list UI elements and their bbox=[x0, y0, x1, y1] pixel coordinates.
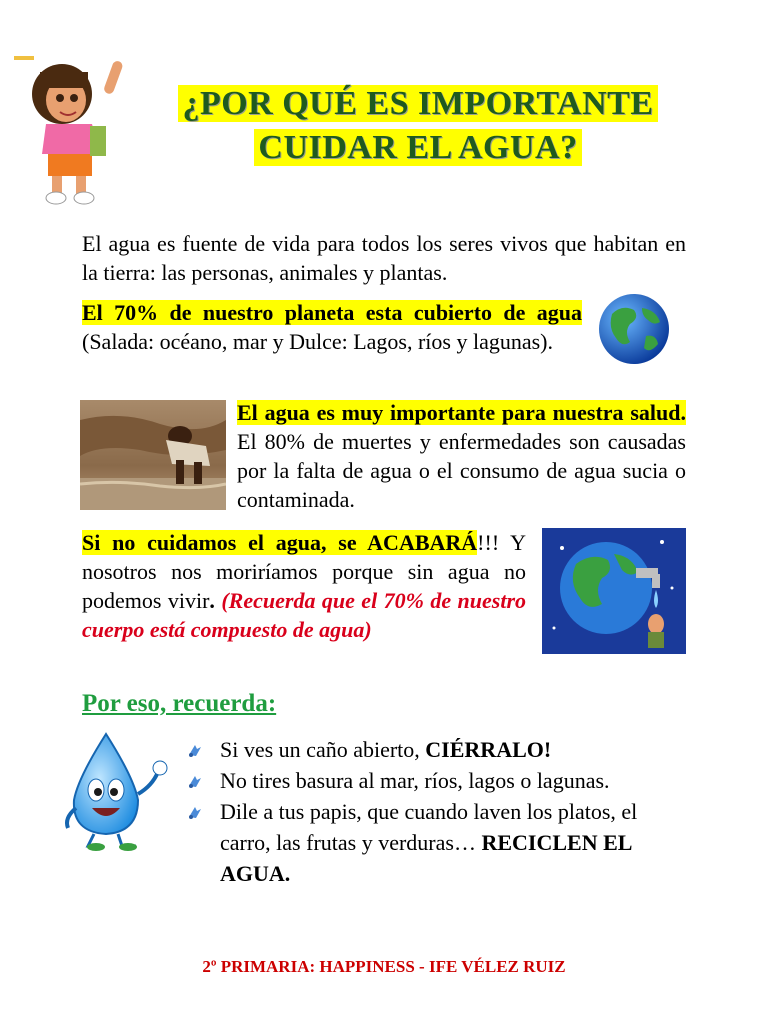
tips-list bbox=[186, 734, 686, 889]
warning-period: . bbox=[209, 588, 222, 613]
water-drop-mascot-icon bbox=[58, 728, 174, 852]
tip-text: Dile a tus papis, que cuando laven los platos, el carro, las frutas y verduras… bbox=[220, 799, 638, 855]
list-item bbox=[186, 734, 686, 765]
warning-paragraph bbox=[82, 528, 526, 644]
tip-text: No tires basura al mar, ríos, lagos o lagunas. bbox=[220, 768, 610, 793]
bullet-icon bbox=[186, 741, 204, 759]
planet-paragraph bbox=[82, 298, 582, 356]
tip-text: Si ves un caño abierto, bbox=[220, 737, 426, 762]
planet-highlight: El 70% de nuestro planeta esta cubierto de agua bbox=[82, 300, 582, 325]
bullet-icon bbox=[186, 772, 204, 790]
warning-exclaim: !!! bbox=[477, 530, 500, 555]
page-title bbox=[128, 82, 708, 170]
planet-rest: (Salada: océano, mar y Dulce: Lagos, ríos y lagunas). bbox=[82, 329, 554, 354]
list-item bbox=[186, 796, 686, 889]
title-line-2: CUIDAR EL AGUA? bbox=[254, 129, 581, 166]
health-rest: El 80% de muertes y enfermedades son causadas por la falta de agua o el consumo de agua sucia o contaminada. bbox=[237, 429, 686, 512]
girl-cartoon-icon bbox=[12, 54, 134, 210]
footer-credit: 2º PRIMARIA: HAPPINESS - IFE VÉLEZ RUIZ bbox=[202, 957, 566, 976]
bullet-icon bbox=[186, 803, 204, 821]
reminder-heading bbox=[82, 690, 276, 718]
title-line-1: ¿POR QUÉ ES IMPORTANTE bbox=[178, 85, 657, 122]
tip-bold: RECICLEN EL AGUA. bbox=[220, 830, 632, 886]
health-highlight: El agua es muy importante para nuestra salud. bbox=[237, 400, 686, 425]
reminder-heading-text: Por eso, recuerda: bbox=[82, 690, 277, 717]
list-item bbox=[186, 765, 686, 796]
intro-paragraph: El agua es fuente de vida para todos los seres vivos que habitan en la tierra: las personas, animales y plantas. bbox=[82, 231, 686, 285]
earth-faucet-icon bbox=[542, 528, 686, 654]
warning-text: Y nosotros nos moriríamos porque sin agua no podemos vivir bbox=[82, 530, 526, 613]
body-water-note: (Recuerda que el 70% de nuestro cuerpo está compuesto de agua) bbox=[82, 588, 527, 642]
health-paragraph bbox=[237, 398, 686, 514]
drinking-person-photo bbox=[80, 400, 226, 510]
earth-globe-icon bbox=[594, 292, 674, 366]
warning-highlight: Si no cuidamos el agua, se ACABARÁ bbox=[82, 530, 478, 555]
tip-bold: CIÉRRALO! bbox=[425, 737, 552, 762]
